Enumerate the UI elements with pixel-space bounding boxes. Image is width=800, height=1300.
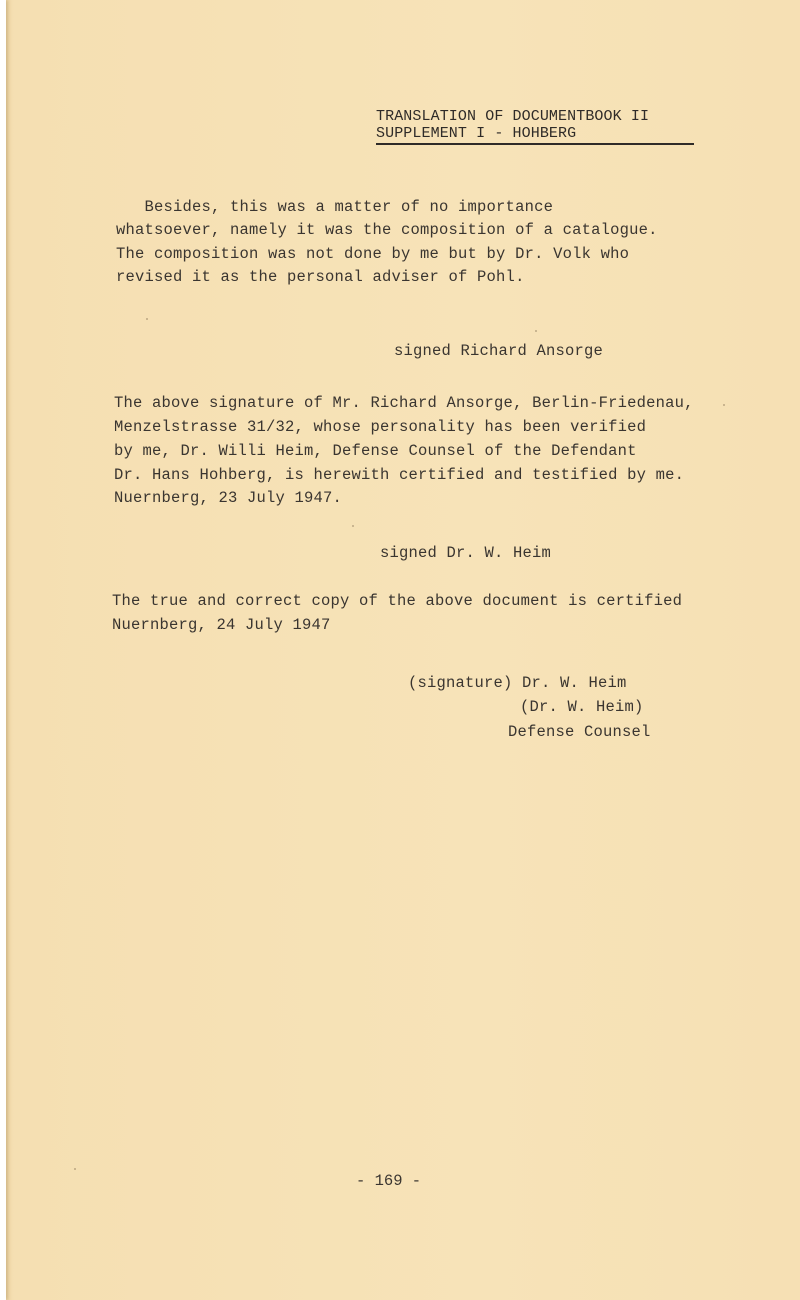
signature-ansorge: signed Richard Ansorge (394, 342, 604, 360)
page-left-edge (0, 0, 6, 1300)
paper-speck (146, 318, 148, 320)
body-paragraph-line: revised it as the personal adviser of Pohl. (116, 268, 525, 286)
certification-line: Dr. Hans Hohberg, is herewith certified and testified by me. (114, 466, 685, 484)
closing-name: (Dr. W. Heim) (520, 698, 644, 716)
closing-signature: (signature) Dr. W. Heim (408, 674, 627, 692)
paper-speck (74, 1168, 76, 1170)
certification-line: The above signature of Mr. Richard Ansorge, Berlin-Friedenau, (114, 394, 694, 412)
page-number: - 169 - (356, 1172, 422, 1190)
paper-speck (723, 404, 725, 406)
closing-title: Defense Counsel (508, 723, 651, 741)
signature-heim: signed Dr. W. Heim (380, 544, 552, 562)
header-underline (376, 143, 694, 145)
paper-speck (352, 525, 354, 527)
copy-certification-line: The true and correct copy of the above document is certified (112, 592, 683, 610)
copy-certification-line: Nuernberg, 24 July 1947 (112, 616, 331, 634)
paper-speck (535, 330, 537, 332)
certification-line: Nuernberg, 23 July 1947. (114, 489, 343, 507)
body-paragraph-line: The composition was not done by me but by Dr. Volk who (116, 245, 630, 263)
certification-line: by me, Dr. Willi Heim, Defense Counsel of the Defendant (114, 442, 637, 460)
certification-line: Menzelstrasse 31/32, whose personality has been verified (114, 418, 647, 436)
body-paragraph-line: Besides, this was a matter of no importance (116, 198, 554, 216)
header-title-line1: TRANSLATION OF DOCUMENTBOOK II (376, 108, 650, 125)
body-paragraph-line: whatsoever, namely it was the composition of a catalogue. (116, 221, 658, 239)
header-title-line2: SUPPLEMENT I - HOHBERG (376, 125, 577, 142)
